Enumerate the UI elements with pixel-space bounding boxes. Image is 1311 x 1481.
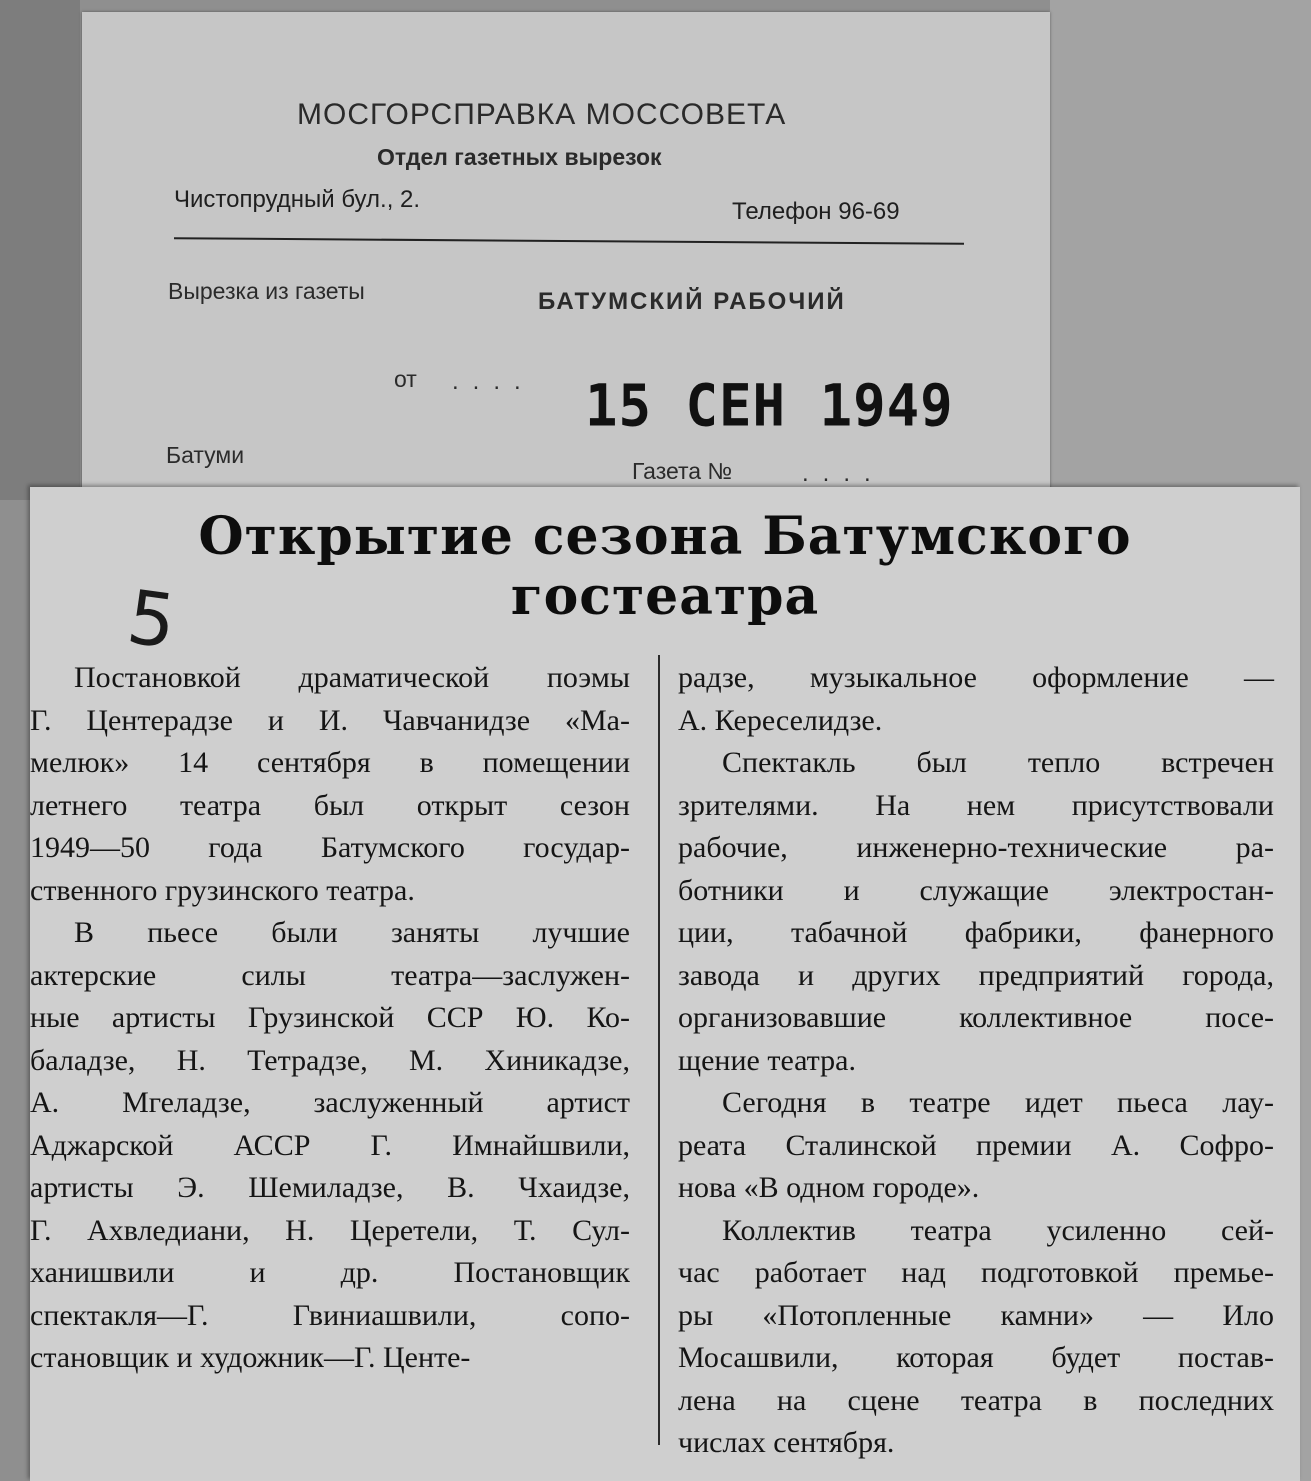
headline-line-2: гостеатра — [510, 566, 820, 627]
organization-name: МОСГОРСПРАВКА МОССОВЕТА — [297, 98, 787, 131]
text-line: ханишвили и др. Постановщик — [30, 1256, 630, 1289]
text-line: Коллектив театра усиленно сей- — [722, 1213, 1274, 1247]
text-line: ные артисты Грузинской ССР Ю. Ко- — [30, 1001, 630, 1034]
text-line: час работает над подготовкой премье- — [678, 1256, 1274, 1289]
text-line: рабочие, инженерно-технические ра- — [678, 831, 1274, 864]
text-line: лена на сцене театра в последних — [678, 1383, 1274, 1417]
text-line: артисты Э. Шемиладзе, В. Чхаидзе, — [30, 1171, 630, 1204]
date-dots: .... — [452, 368, 535, 395]
text-line: спектакля—Г. Гвиниашвили, сопо- — [30, 1298, 630, 1332]
text-line: числах сентября. — [678, 1426, 895, 1459]
text-line: ры «Потопленные камни» — Ило — [678, 1298, 1274, 1332]
text-line: радзе, музыкальное оформление — — [678, 661, 1274, 694]
text-line: зрителями. На нем присутствовали — [678, 788, 1274, 822]
phone: Телефон 96-69 — [732, 198, 900, 225]
text-line: Аджарской АССР Г. Имнайшвили, — [30, 1128, 630, 1162]
article-headline — [30, 507, 1300, 627]
text-line: летнего театра был открыт сезон — [30, 788, 630, 822]
background-left — [0, 0, 80, 500]
text-line: Постановкой драматической поэмы — [74, 661, 630, 694]
handwritten-mark: 5 — [122, 574, 181, 666]
issue-label: Газета № — [632, 458, 733, 484]
text-line: А. Кереселидзе. — [678, 703, 883, 737]
text-line: щение театра. — [678, 1043, 856, 1077]
text-line: Мосашвили, которая будет постав- — [678, 1341, 1274, 1374]
headline-line-1: Открытие сезона Батумского — [198, 506, 1132, 567]
clip-label: Вырезка из газеты — [168, 278, 365, 304]
address: Чистопрудный бул., 2. — [174, 186, 421, 213]
text-line: В пьесе были заняты лучшие — [74, 916, 630, 949]
text-line: ственного грузинского театра. — [30, 873, 415, 907]
text-line: становщик и художник—Г. Центе- — [30, 1341, 471, 1374]
column-divider — [658, 655, 660, 1445]
text-line: Сегодня в театре идет пьеса лау- — [722, 1086, 1274, 1119]
text-line: реата Сталинской премии А. Софро- — [678, 1128, 1274, 1162]
text-line: мелюк» 14 сентября в помещении — [30, 746, 630, 779]
text-line: организовавшие коллективное посе- — [678, 1001, 1274, 1034]
text-line: нова «В одном городе». — [678, 1171, 980, 1204]
city: Батуми — [166, 442, 245, 468]
divider — [174, 237, 964, 245]
text-line: ции, табачной фабрики, фанерного — [678, 916, 1274, 949]
article-column-left — [30, 657, 630, 1380]
text-line: баладзе, Н. Тетрадзе, М. Хиникадзе, — [30, 1043, 630, 1077]
newspaper-clipping — [30, 487, 1300, 1481]
article-column-right — [678, 657, 1274, 1465]
text-line: Спектакль был тепло встречен — [722, 746, 1274, 779]
text-line: А. Мгеладзе, заслуженный артист — [30, 1086, 630, 1119]
clipping-service-slip — [82, 12, 1050, 517]
date-stamp: 15 СЕН 1949 — [585, 371, 954, 440]
text-line: ботники и служащие электростан- — [678, 873, 1274, 907]
department-name: Отдел газетных вырезок — [377, 144, 662, 170]
text-line: завода и других предприятий города, — [678, 958, 1274, 992]
text-line: Г. Ахвледиани, Н. Церетели, Т. Сул- — [30, 1213, 630, 1247]
text-line: Г. Центерадзе и И. Чавчанидзе «Ма- — [30, 703, 630, 737]
text-line: 1949—50 года Батумского государ- — [30, 831, 630, 864]
date-label: от — [394, 366, 417, 392]
text-line: актерские силы театра—заслужен- — [30, 958, 630, 992]
issue-dots: .... — [802, 460, 885, 487]
newspaper-name: БАТУМСКИЙ РАБОЧИЙ — [538, 288, 846, 315]
